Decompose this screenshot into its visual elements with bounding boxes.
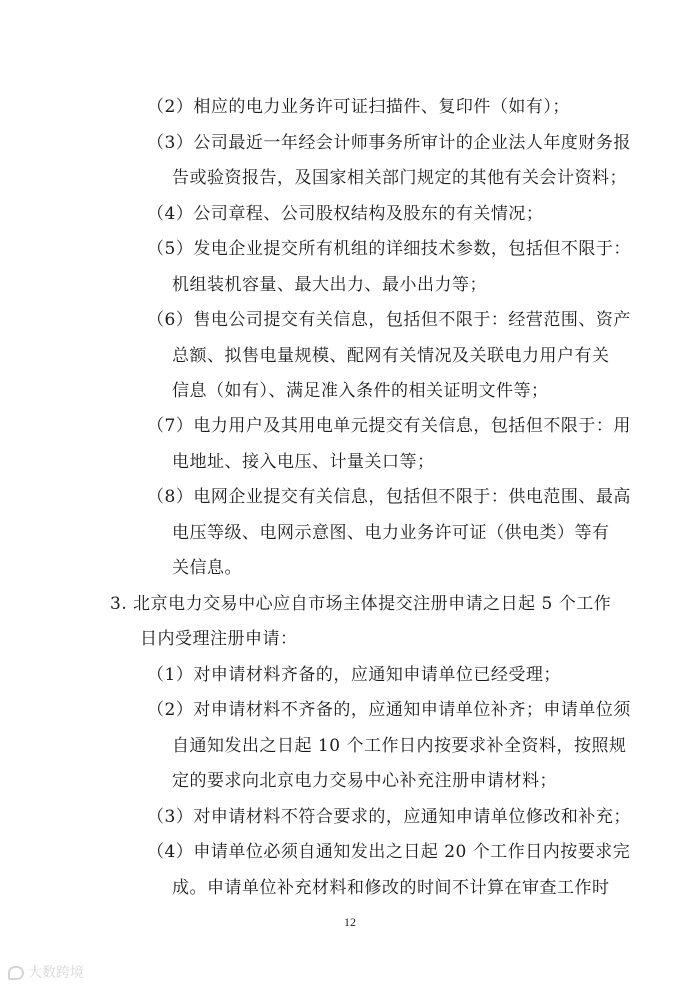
sub-item-2: （2）对申请材料不齐备的，应通知申请单位补齐；申请单位须 xyxy=(147,700,631,720)
numbered-paragraph-3: 3. 北京电力交易中心应自市场主体提交注册申请之日起 5 个工作 xyxy=(110,594,612,614)
watermark xyxy=(8,962,84,982)
sub-item-2-continuation: 自通知发出之日起 10 个工作日内按要求补全资料，按照规 xyxy=(172,736,627,756)
list-item-4: （4）公司章程、公司股权结构及股东的有关情况； xyxy=(147,204,544,224)
list-item-8-continuation: 电压等级、电网示意图、电力业务许可证（供电类）等有 xyxy=(172,523,610,543)
list-item-7: （7）电力用户及其用电单元提交有关信息，包括但不限于：用 xyxy=(147,416,631,436)
list-item-8: （8）电网企业提交有关信息，包括但不限于：供电范围、最高 xyxy=(147,487,631,507)
sub-item-3: （3）对申请材料不符合要求的，应通知申请单位修改和补充； xyxy=(147,807,631,827)
numbered-paragraph-3-continuation: 日内受理注册申请： xyxy=(140,629,298,649)
list-item-5-continuation: 机组装机容量、最大出力、最小出力等； xyxy=(172,275,487,295)
list-item-6: （6）售电公司提交有关信息，包括但不限于：经营范围、资产 xyxy=(147,310,631,330)
list-item-2: （2）相应的电力业务许可证扫描件、复印件（如有）； xyxy=(147,97,570,117)
sub-item-1: （1）对申请材料齐备的，应通知申请单位已经受理； xyxy=(147,665,561,685)
chat-bubble-icon xyxy=(8,966,24,980)
sub-item-2-continuation: 定的要求向北京电力交易中心补充注册申请材料； xyxy=(172,771,557,791)
page-number: 12 xyxy=(344,915,356,929)
list-item-8-continuation: 关信息。 xyxy=(172,558,242,578)
list-item-6-continuation: 总额、拟售电量规模、配网有关情况及关联电力用户有关 xyxy=(172,346,610,366)
list-item-5: （5）发电企业提交所有机组的详细技术参数，包括但不限于： xyxy=(147,239,631,259)
list-item-7-continuation: 电地址、接入电压、计量关口等； xyxy=(172,452,435,472)
sub-item-4: （4）申请单位必须自通知发出之日起 20 个工作日内按要求完 xyxy=(147,842,631,862)
watermark-label: 大数跨境 xyxy=(28,965,84,981)
list-item-6-continuation: 信息（如有）、满足准入条件的相关证明文件等； xyxy=(172,381,549,401)
list-item-3: （3）公司最近一年经会计师事务所审计的企业法人年度财务报 xyxy=(147,133,631,153)
sub-item-4-continuation: 成。申请单位补充材料和修改的时间不计算在审查工作时 xyxy=(172,878,610,898)
list-item-3-continuation: 告或验资报告，及国家相关部门规定的其他有关会计资料； xyxy=(172,168,627,188)
